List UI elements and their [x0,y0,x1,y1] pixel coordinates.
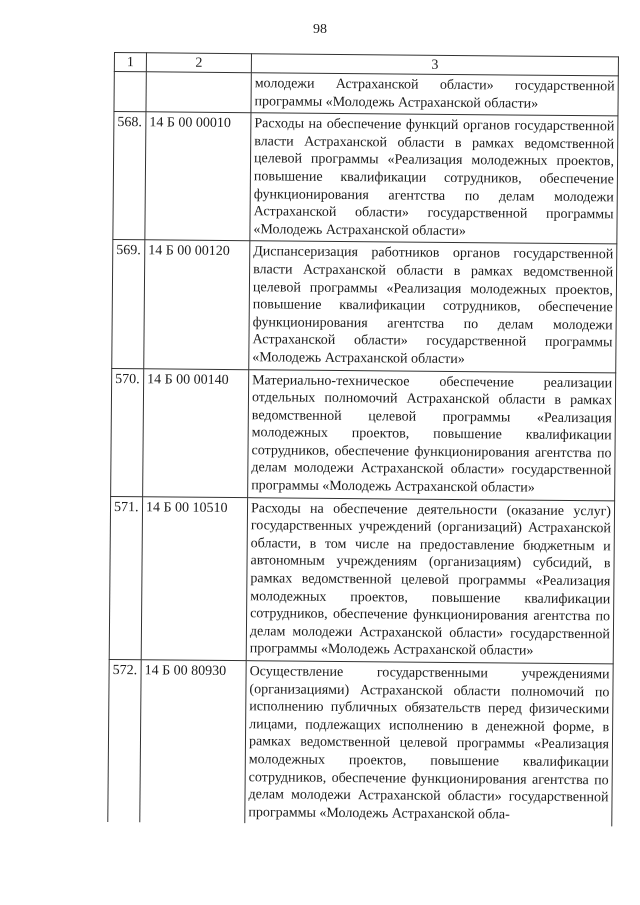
page-number: 98 [313,22,327,37]
row-description: Осуществление государственными учреждениями (организациями) Астраханской области полномочий по исполнению публичных обязательств перед физическими лицами, подлежащих исполнению в денежной форме, в рамках ведомственной целевой программы «Реализация молодежных проектов, повышение квалификации сотрудников, обеспечение функционирования агентства по делам молодежи Астраханской области» государственной программы «Молодежь Астраханской обла- [245,661,613,827]
header-col-2: 2 [146,53,251,73]
row-number: 570. [111,368,144,496]
row-code: 14 Б 00 00120 [144,240,250,369]
row-number: 568. [113,112,146,240]
row-description: молодежи Астраханской области» государственной программы «Молодежь Астраханской области» [251,73,618,116]
row-description: Расходы на обеспечение деятельности (оказание услуг) государственных учреждений (организаций) Астраханской области, в том числе на предоставление бюджетным и автономным учреждениям (организациям) субсидий, в рамках ведомственной целевой программы «Реализация молодежных проектов, повышение квалификации сотрудников, обеспечение функционирования агентства по делам молодежи Астраханской области» государственной программы «Молодежь Астраханской области» [246,497,614,664]
header-col-3: 3 [251,54,618,76]
budget-classification-table [107,52,619,827]
table-row [114,72,618,117]
table-row [109,496,614,664]
table-row [113,112,618,245]
row-number [114,72,146,112]
table-row [112,240,617,373]
row-description: Диспансеризация работников органов государственной власти Астраханской области в рамках ведомственной целевой программы «Реализация молодежных проектов, повышение квалификации сотрудников, обеспечение функционирования агентства по делам молодежи Астраханской области» государственной программы «Молодежь Астраханской области» [249,241,617,372]
row-description: Материально-техническое обеспечение реализации отдельных полномочий Астраханской области в рамках ведомственной целевой программы «Реализация молодежных проектов, повышение квалификации сотрудников, обеспечение функционирования агентства по делам молодежи Астраханской области» государственной программы «Молодежь Астраханской области» [248,369,616,500]
row-code: 14 Б 00 80930 [140,660,246,824]
row-code: 14 Б 00 10510 [141,496,247,660]
row-code: 14 Б 00 00010 [145,112,251,241]
table-row [111,368,616,501]
table-row [108,659,613,826]
row-code: 14 Б 00 00140 [143,368,249,497]
row-description: Расходы на обеспечение функций органов государственной власти Астраханской области в рамках ведомственной целевой программы «Реализация молодежных проектов, повышение квалификации сотрудников, обеспечение функционирования агентства по делам молодежи Астраханской области» государственной программы «Молодежь Астраханской области» [250,113,618,244]
row-number: 569. [112,240,145,368]
row-number: 572. [108,659,141,822]
header-col-1: 1 [114,53,146,72]
row-code [146,72,251,113]
row-number: 571. [109,496,142,660]
